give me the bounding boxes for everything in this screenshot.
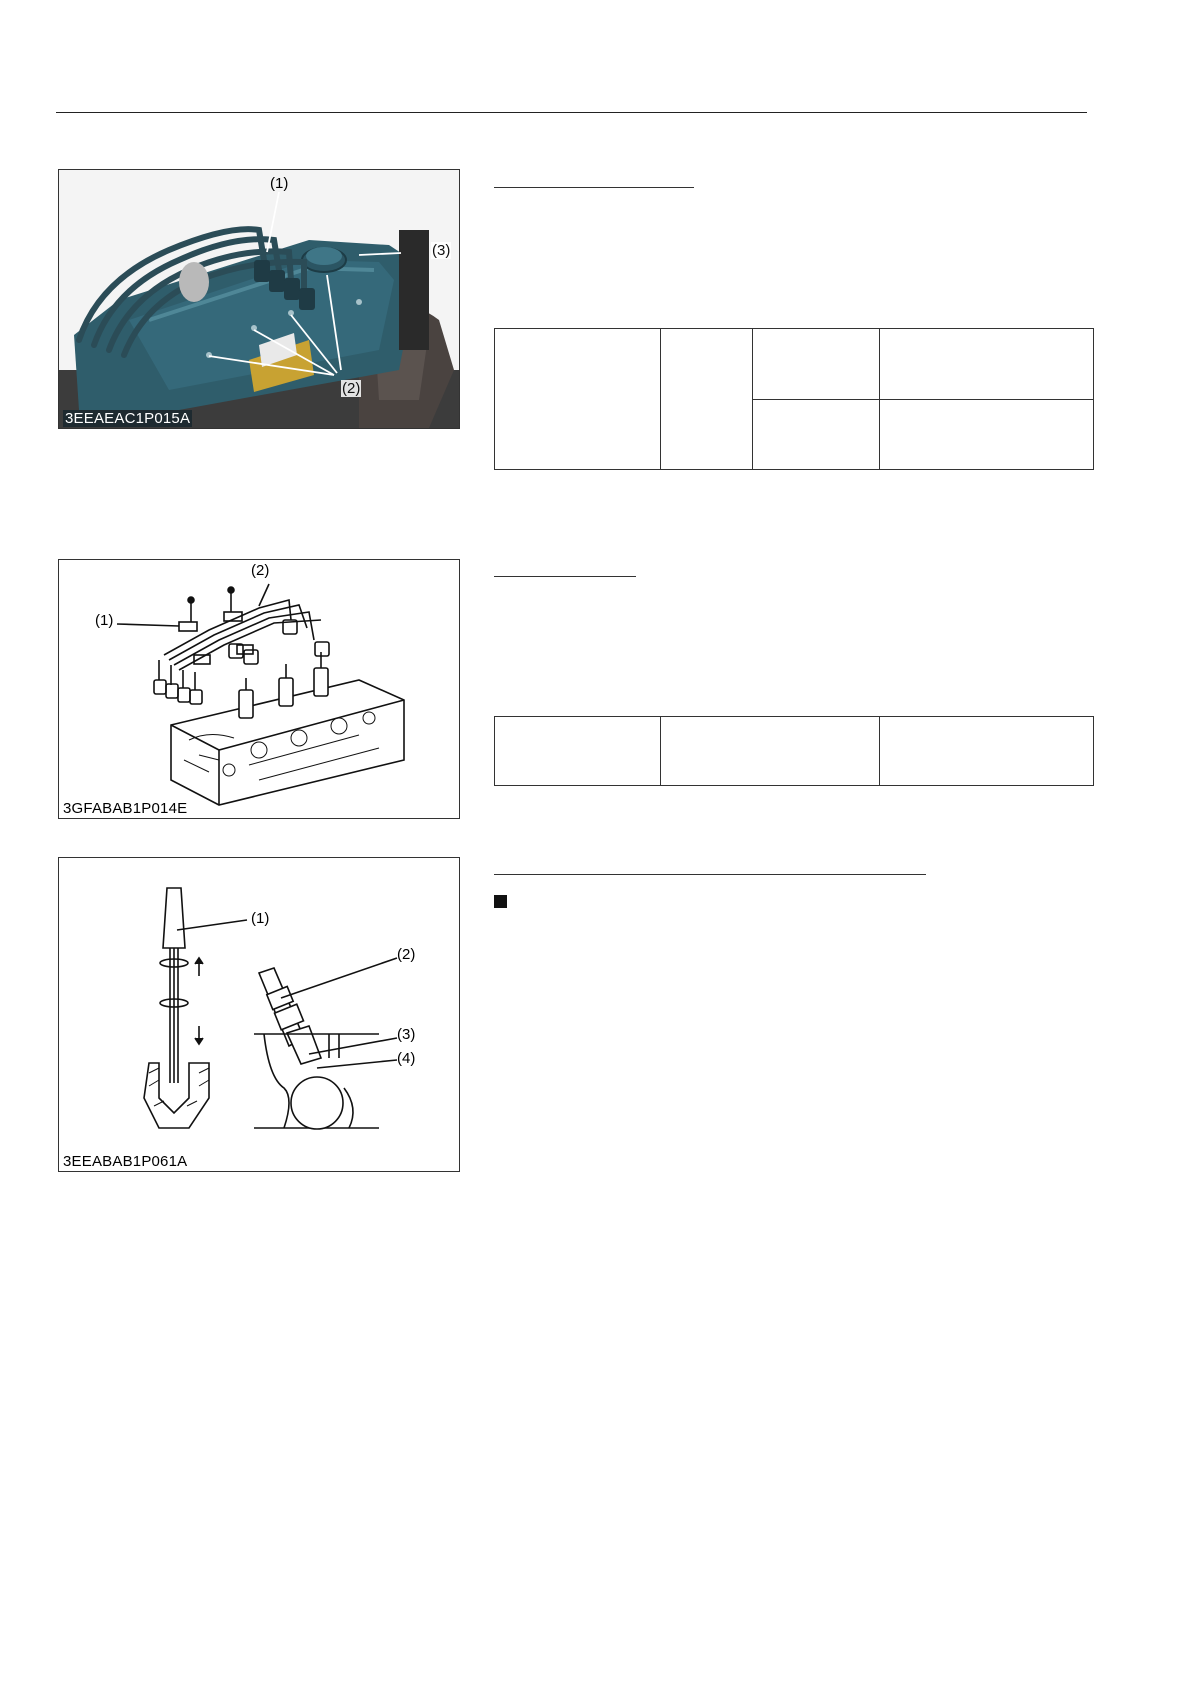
- figure-nozzle-cleaning: [58, 857, 460, 1172]
- spec-table-1-cell: [880, 399, 1094, 470]
- figure3-callout-2: (2): [397, 946, 416, 963]
- figure2-callout-2: (2): [251, 562, 270, 579]
- section-heading-underline-2: [494, 576, 636, 577]
- injection-pipes-illustration: [59, 560, 459, 818]
- figure-engine-photo: [58, 169, 460, 429]
- header-rule: [56, 112, 1087, 113]
- figure2-callout-1: (1): [95, 612, 114, 629]
- figure3-callout-4: (4): [397, 1050, 416, 1067]
- filled-square-icon: [494, 895, 507, 908]
- figure3-code: 3EEABAB1P061A: [63, 1153, 188, 1170]
- spec-table-1-cell: [753, 399, 880, 470]
- spec-table-2: [494, 716, 1094, 786]
- nozzle-cleaning-illustration: [59, 858, 459, 1171]
- figure3-callout-1: (1): [251, 910, 270, 927]
- spec-table-1-cell: [495, 329, 661, 470]
- spec-table-2-cell: [880, 717, 1094, 786]
- figure1-callout-1: (1): [270, 175, 289, 192]
- section-heading-underline-1: [494, 187, 694, 188]
- spec-table-2-cell: [661, 717, 880, 786]
- spec-table-1: [494, 328, 1094, 470]
- spec-table-1-cell: [753, 329, 880, 400]
- spec-table-1-cell: [880, 329, 1094, 400]
- figure1-callout-3: (3): [432, 242, 451, 259]
- figure3-callout-3: (3): [397, 1026, 416, 1043]
- figure2-code: 3GFABAB1P014E: [63, 800, 188, 817]
- engine-photo-illustration: [59, 170, 459, 428]
- figure-injection-pipes: [58, 559, 460, 819]
- spec-table-1-cell: [661, 329, 753, 470]
- figure1-callout-2: (2): [342, 380, 361, 397]
- figure1-code: 3EEAEAC1P015A: [65, 410, 191, 427]
- spec-table-2-cell: [495, 717, 661, 786]
- section-heading-underline-3: [494, 874, 926, 875]
